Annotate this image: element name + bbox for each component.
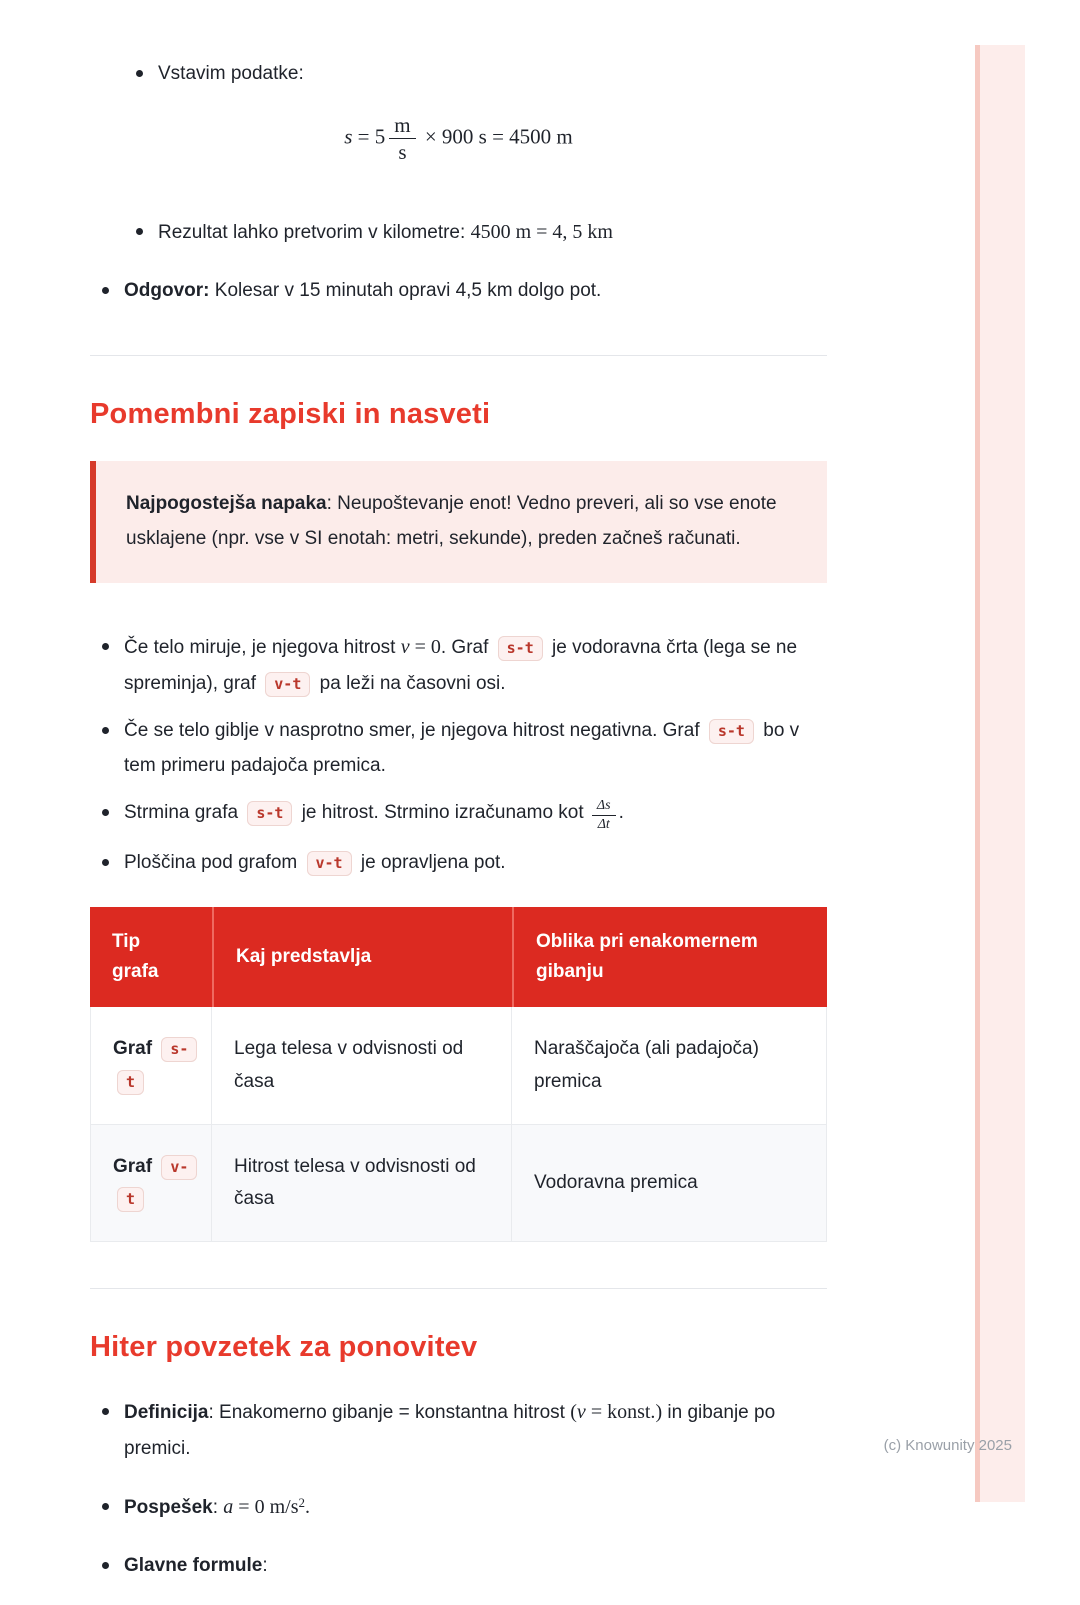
bullet-dot	[102, 727, 109, 734]
math-fraction	[592, 798, 616, 833]
math-var: v	[576, 1401, 586, 1424]
table-header-oblika: Oblika pri enakomernem gibanju	[512, 907, 827, 1008]
graphs-table	[90, 907, 827, 1243]
fraction-denominator: Δt	[597, 817, 610, 833]
list-item-text	[158, 214, 827, 251]
list-item-text	[124, 713, 827, 783]
notes-bullet-list	[90, 629, 827, 881]
list-item-definition	[90, 1394, 827, 1466]
text-segment: Vstavim podatke:	[158, 63, 304, 84]
text-segment: : Enakomerno gibanje = konstantna hitrost	[208, 1402, 571, 1424]
list-item-answer	[90, 273, 827, 308]
bullet-dot	[136, 228, 143, 235]
list-item-text	[124, 1394, 827, 1466]
table-row	[90, 1125, 827, 1243]
text-segment: :	[212, 1496, 224, 1518]
list-item-text	[124, 273, 827, 308]
table-row	[90, 1007, 827, 1125]
list-item	[90, 629, 827, 701]
inline-code-chip: s-t	[117, 1037, 197, 1094]
page-edge-strip	[975, 45, 1025, 1502]
list-item	[90, 795, 827, 833]
text-segment: Ploščina pod grafom	[124, 852, 303, 874]
text-segment: je hitrost. Strmino izračunamo kot	[296, 802, 589, 824]
text-segment: pa leži na časovni osi.	[314, 672, 506, 694]
inline-code-chip: v-t	[117, 1155, 197, 1212]
math-text: .	[304, 1495, 310, 1518]
answer-label: Odgovor:	[124, 280, 210, 302]
text-segment: Kolesar v 15 minutah opravi 4,5 km dolgo pot.	[209, 280, 602, 302]
math-var: a	[223, 1495, 234, 1518]
text-segment: .	[618, 802, 624, 824]
bullet-dot	[102, 1503, 109, 1510]
table-cell-graph-type	[90, 1007, 212, 1125]
text-segment: Če telo miruje, je njegova hitrost	[124, 636, 401, 658]
bullet-dot	[102, 643, 109, 650]
table-header-row	[90, 907, 827, 1008]
bullet-dot	[102, 809, 109, 816]
math-text: = 5	[352, 124, 386, 149]
warning-callout	[90, 461, 827, 583]
inline-code-chip: v-t	[265, 672, 310, 697]
math-text: = konst.	[585, 1401, 656, 1424]
math-formula-display	[90, 113, 827, 164]
list-item-text	[124, 795, 827, 833]
section-divider	[90, 355, 827, 356]
callout-text: : Neupoštevanje enot! Vedno preveri, ali so vse enote usklajene (npr. vse v SI enotah: metri, sekunde), preden začneš računati.	[126, 492, 777, 549]
list-item-text	[158, 56, 827, 91]
table-cell-graph-type	[90, 1125, 212, 1243]
inline-code-chip: s-t	[498, 636, 543, 661]
text-segment: je vodoravna črta (lega se ne spreminja), graf	[124, 636, 798, 694]
content-column	[90, 0, 827, 1605]
list-item-text	[124, 1489, 827, 1526]
math-var: s	[344, 124, 353, 149]
text-segment: Če se telo giblje v nasprotno smer, je njegova hitrost negativna. Graf	[124, 719, 705, 741]
list-item-text	[124, 1548, 827, 1583]
math-text: 4500 m = 4, 5 km	[470, 221, 613, 244]
math-text: )	[655, 1401, 663, 1424]
math-var: v	[400, 635, 410, 658]
text-segment: Rezultat lahko pretvorim v kilometre:	[158, 222, 471, 244]
table-header-kaj-predstavlja: Kaj predstavlja	[212, 907, 512, 1008]
text-segment: Graf	[113, 1155, 158, 1177]
callout-bold-label: Najpogostejša napaka	[126, 492, 327, 514]
fraction-numerator: Δs	[592, 798, 616, 816]
math-text: × 900 s = 4500 m	[419, 124, 573, 149]
inline-code-chip: v-t	[307, 851, 352, 876]
math-fraction	[389, 113, 415, 164]
math-text: (	[570, 1401, 577, 1424]
bullet-dot	[102, 1562, 109, 1569]
math-text: = 0	[409, 635, 441, 658]
bullet-dot	[102, 1408, 109, 1415]
inline-code-chip: s-t	[709, 719, 754, 744]
table-cell-shape: Vodoravna premica	[512, 1125, 827, 1243]
table-cell-meaning: Hitrost telesa v odvisnosti od časa	[212, 1125, 512, 1243]
list-item-text	[124, 629, 827, 701]
inline-code-chip: s-t	[247, 801, 292, 826]
text-segment: in gibanje po premici.	[124, 1402, 776, 1460]
fraction-numerator: m	[389, 113, 415, 139]
list-item-main-formulas	[90, 1548, 827, 1583]
text-segment: je opravljena pot.	[355, 852, 506, 874]
term-label: Glavne formule	[124, 1554, 263, 1576]
text-segment: Strmina grafa	[124, 802, 244, 824]
list-item	[90, 845, 827, 880]
term-label: Definicija	[124, 1402, 209, 1424]
section-title-summary: Hiter povzetek za ponovitev	[90, 1331, 478, 1364]
text-segment: bo v tem primeru padajoča premica.	[124, 719, 800, 777]
bullet-dot	[102, 287, 109, 294]
section-divider	[90, 1288, 827, 1289]
text-segment: . Graf	[440, 636, 494, 658]
fraction-denominator: s	[398, 140, 407, 165]
math-text: = 0 m/s	[233, 1495, 299, 1518]
section-title-notes: Pomembni zapiski in nasveti	[90, 397, 491, 430]
footer-credit: (c) Knowunity 2025	[883, 1437, 1012, 1454]
text-segment: Graf	[113, 1038, 158, 1060]
list-item	[90, 713, 827, 783]
list-item-insert-data	[124, 56, 827, 91]
term-label: Pospešek	[124, 1496, 213, 1518]
table-cell-meaning: Lega telesa v odvisnosti od časa	[212, 1007, 512, 1125]
math-superscript: 2	[298, 1494, 305, 1510]
list-item-text	[124, 845, 827, 880]
bullet-dot	[102, 859, 109, 866]
text-segment: :	[262, 1554, 268, 1576]
list-item-acceleration	[90, 1489, 827, 1526]
list-item-convert	[124, 214, 827, 251]
table-header-tip-grafa: Tip grafa	[90, 907, 212, 1008]
bullet-dot	[136, 70, 143, 77]
table-cell-shape: Naraščajoča (ali padajoča) premica	[512, 1007, 827, 1125]
